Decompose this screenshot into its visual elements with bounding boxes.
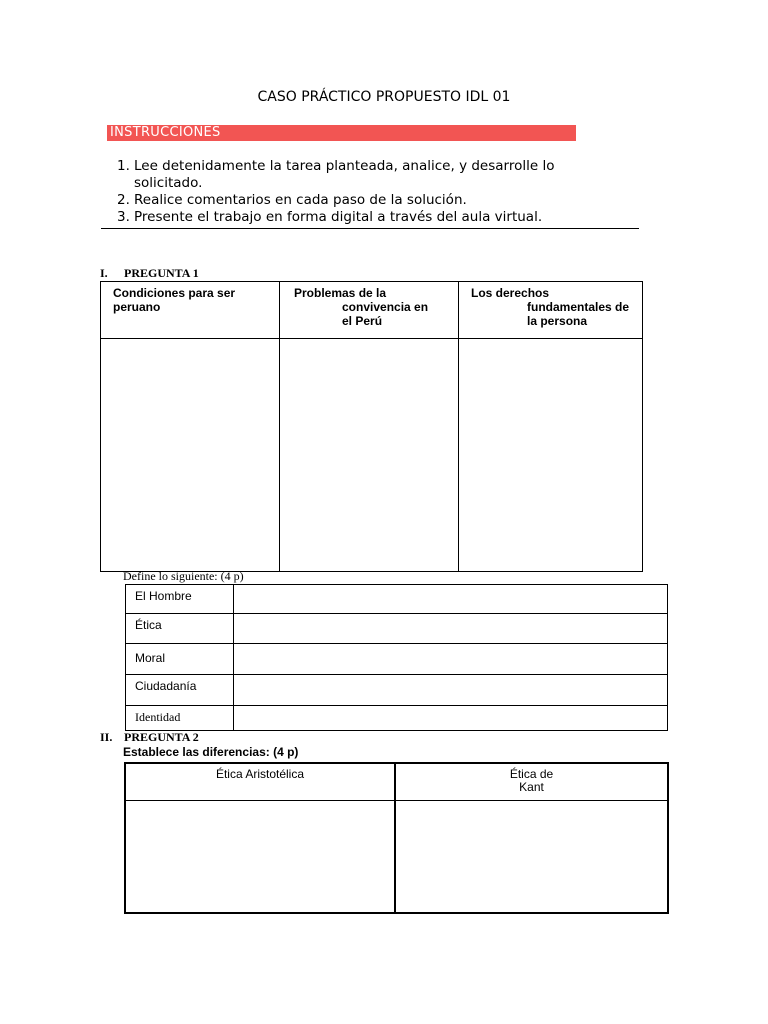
column-header-etica-aristotelica <box>125 763 395 801</box>
term-etica: Ética <box>126 614 234 644</box>
definition-cell[interactable] <box>234 614 668 644</box>
instruction-number: 1. <box>117 158 130 174</box>
instruction-number: 3. <box>117 209 130 225</box>
answer-cell-condiciones[interactable] <box>101 339 280 572</box>
instructions-divider <box>101 228 639 229</box>
term-identidad: Identidad <box>126 706 234 731</box>
header-line: peruano <box>113 300 161 314</box>
header-line: Los derechos <box>471 286 550 300</box>
pregunta-1-table <box>100 281 643 572</box>
definition-cell[interactable] <box>234 675 668 706</box>
section-label: PREGUNTA 2 <box>124 730 199 744</box>
column-header-condiciones <box>101 282 280 339</box>
header-line: el Perú <box>342 314 383 328</box>
header-line: la persona <box>527 314 588 328</box>
definition-cell[interactable] <box>234 585 668 614</box>
instructions-list <box>117 158 554 226</box>
section-label: PREGUNTA 1 <box>124 266 199 280</box>
header-line: Problemas de la <box>294 286 387 300</box>
instruction-item <box>117 209 554 226</box>
define-prompt: Define lo siguiente: (4 p) <box>123 569 244 583</box>
pregunta-2-table <box>124 762 669 914</box>
column-header-problemas <box>280 282 459 339</box>
instruction-item <box>117 192 554 209</box>
term-moral: Moral <box>126 644 234 675</box>
term-ciudadania: Ciudadanía <box>126 675 234 706</box>
answer-cell-problemas[interactable] <box>280 339 459 572</box>
definition-cell[interactable] <box>234 706 668 731</box>
header-line: Condiciones para ser <box>113 286 236 300</box>
section-number: II. <box>100 730 113 744</box>
header-line: Ética Aristotélica <box>215 767 305 781</box>
term-el-hombre: El Hombre <box>126 585 234 614</box>
instruction-number: 2. <box>117 192 130 208</box>
header-line: Kant <box>519 780 544 794</box>
column-header-derechos <box>459 282 643 339</box>
answer-cell-derechos[interactable] <box>459 339 643 572</box>
definition-cell[interactable] <box>234 644 668 675</box>
header-line: convivencia en <box>342 300 429 314</box>
header-line: Ética de <box>509 767 554 781</box>
column-header-etica-kant <box>395 763 668 801</box>
answer-cell-kant[interactable] <box>395 801 668 914</box>
instruction-text: Realice comentarios en cada paso de la solución. <box>134 192 467 208</box>
definitions-table <box>125 584 668 731</box>
document-title: CASO PRÁCTICO PROPUESTO IDL 01 <box>257 89 511 105</box>
instruction-text: Presente el trabajo en forma digital a través del aula virtual. <box>134 209 543 225</box>
header-line: fundamentales de <box>527 300 630 314</box>
differences-prompt: Establece las diferencias: (4 p) <box>123 745 299 759</box>
instruction-text: Lee detenidamente la tarea planteada, analice, y desarrolle lo <box>134 158 555 174</box>
instruction-text-continued: solicitado. <box>134 175 203 191</box>
instructions-banner: INSTRUCCIONES <box>107 125 576 141</box>
section-heading-pregunta-2 <box>100 730 199 745</box>
instruction-item <box>117 158 554 192</box>
answer-cell-aristotelica[interactable] <box>125 801 395 914</box>
section-number: I. <box>100 266 108 280</box>
section-heading-pregunta-1 <box>100 266 199 281</box>
